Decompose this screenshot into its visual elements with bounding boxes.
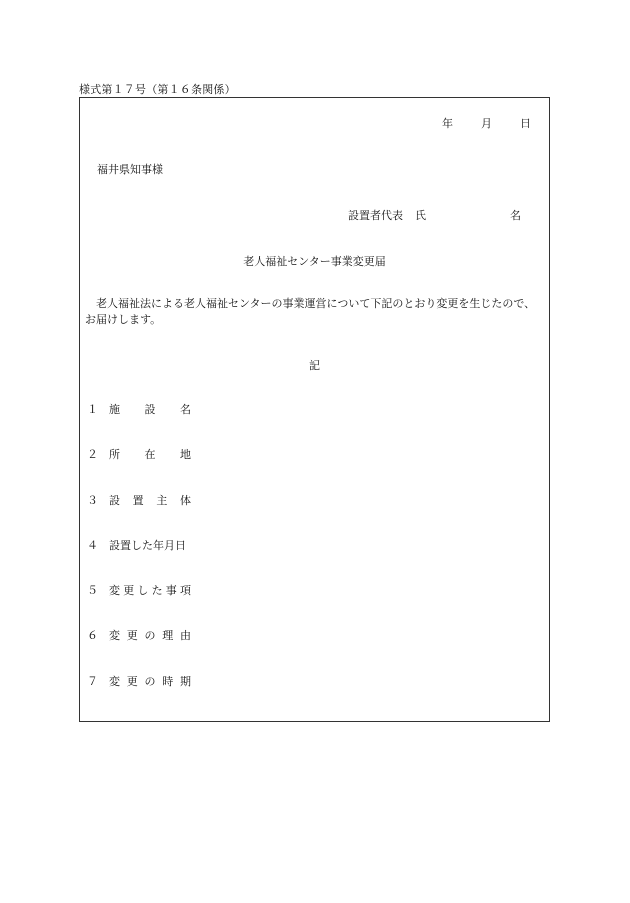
label-char: し xyxy=(137,584,149,597)
date-line xyxy=(442,115,531,131)
item-label xyxy=(109,446,191,462)
item-label xyxy=(109,582,191,598)
item-number: １ xyxy=(87,403,98,416)
item-number: ６ xyxy=(87,629,98,642)
label-char: 変 xyxy=(109,675,120,688)
label-char: 名 xyxy=(180,403,191,416)
item-label xyxy=(109,401,191,417)
label-char: 事 xyxy=(165,584,177,597)
label-char: た xyxy=(151,584,163,597)
applicant-line xyxy=(348,207,521,223)
item-label xyxy=(109,673,191,689)
label-char: 在 xyxy=(144,448,156,461)
item-number: ３ xyxy=(87,494,98,507)
label-char: 変 xyxy=(109,629,120,642)
form-frame xyxy=(79,97,550,722)
item-facility-name xyxy=(87,401,191,417)
label-char: 時 xyxy=(162,675,174,688)
applicant-shi: 氏 xyxy=(415,209,426,222)
label-char: 更 xyxy=(126,675,138,688)
label-char: 項 xyxy=(179,584,191,597)
addressee: 福井県知事様 xyxy=(97,163,163,176)
document-title: 老人福祉センター事業変更届 xyxy=(243,255,386,268)
label-char: の xyxy=(144,675,156,688)
label-char: 由 xyxy=(180,629,191,642)
item-label: 設置した年月日 xyxy=(109,539,186,552)
label-char: 体 xyxy=(179,494,191,507)
item-change-timing xyxy=(87,673,191,689)
label-char: 主 xyxy=(156,494,168,507)
label-char: 地 xyxy=(180,448,191,461)
date-year-label: 年 xyxy=(442,117,453,130)
item-number: ４ xyxy=(87,539,98,552)
applicant-label: 設置者代表 xyxy=(348,209,403,222)
label-char: 更 xyxy=(123,584,135,597)
label-char: 更 xyxy=(126,629,138,642)
form-number: 様式第１７号（第１６条関係） xyxy=(79,83,236,96)
label-char: 設 xyxy=(109,494,120,507)
item-number: ５ xyxy=(87,584,98,597)
item-number: ２ xyxy=(87,448,98,461)
label-char: 設 xyxy=(144,403,156,416)
item-label xyxy=(109,492,191,508)
body-text: 老人福祉法による老人福祉センターの事業運営について下記のとおり変更を生じたので、お届けします。 xyxy=(85,297,536,326)
label-char: 理 xyxy=(162,629,174,642)
label-char: 所 xyxy=(109,448,120,461)
date-month-label: 月 xyxy=(481,117,492,130)
label-char: 施 xyxy=(109,403,120,416)
date-day-label: 日 xyxy=(520,117,531,130)
item-establishment-date xyxy=(87,537,186,553)
label-char: 期 xyxy=(180,675,191,688)
label-char: の xyxy=(144,629,156,642)
item-change-reason xyxy=(87,627,191,643)
item-location xyxy=(87,446,191,462)
item-founder xyxy=(87,492,191,508)
item-label xyxy=(109,627,191,643)
label-char: 変 xyxy=(109,584,120,597)
label-char: 置 xyxy=(132,494,144,507)
item-number: ７ xyxy=(87,675,98,688)
applicant-mei: 名 xyxy=(510,209,521,222)
item-changed-matters xyxy=(87,582,191,598)
ki-heading: 記 xyxy=(309,359,320,372)
